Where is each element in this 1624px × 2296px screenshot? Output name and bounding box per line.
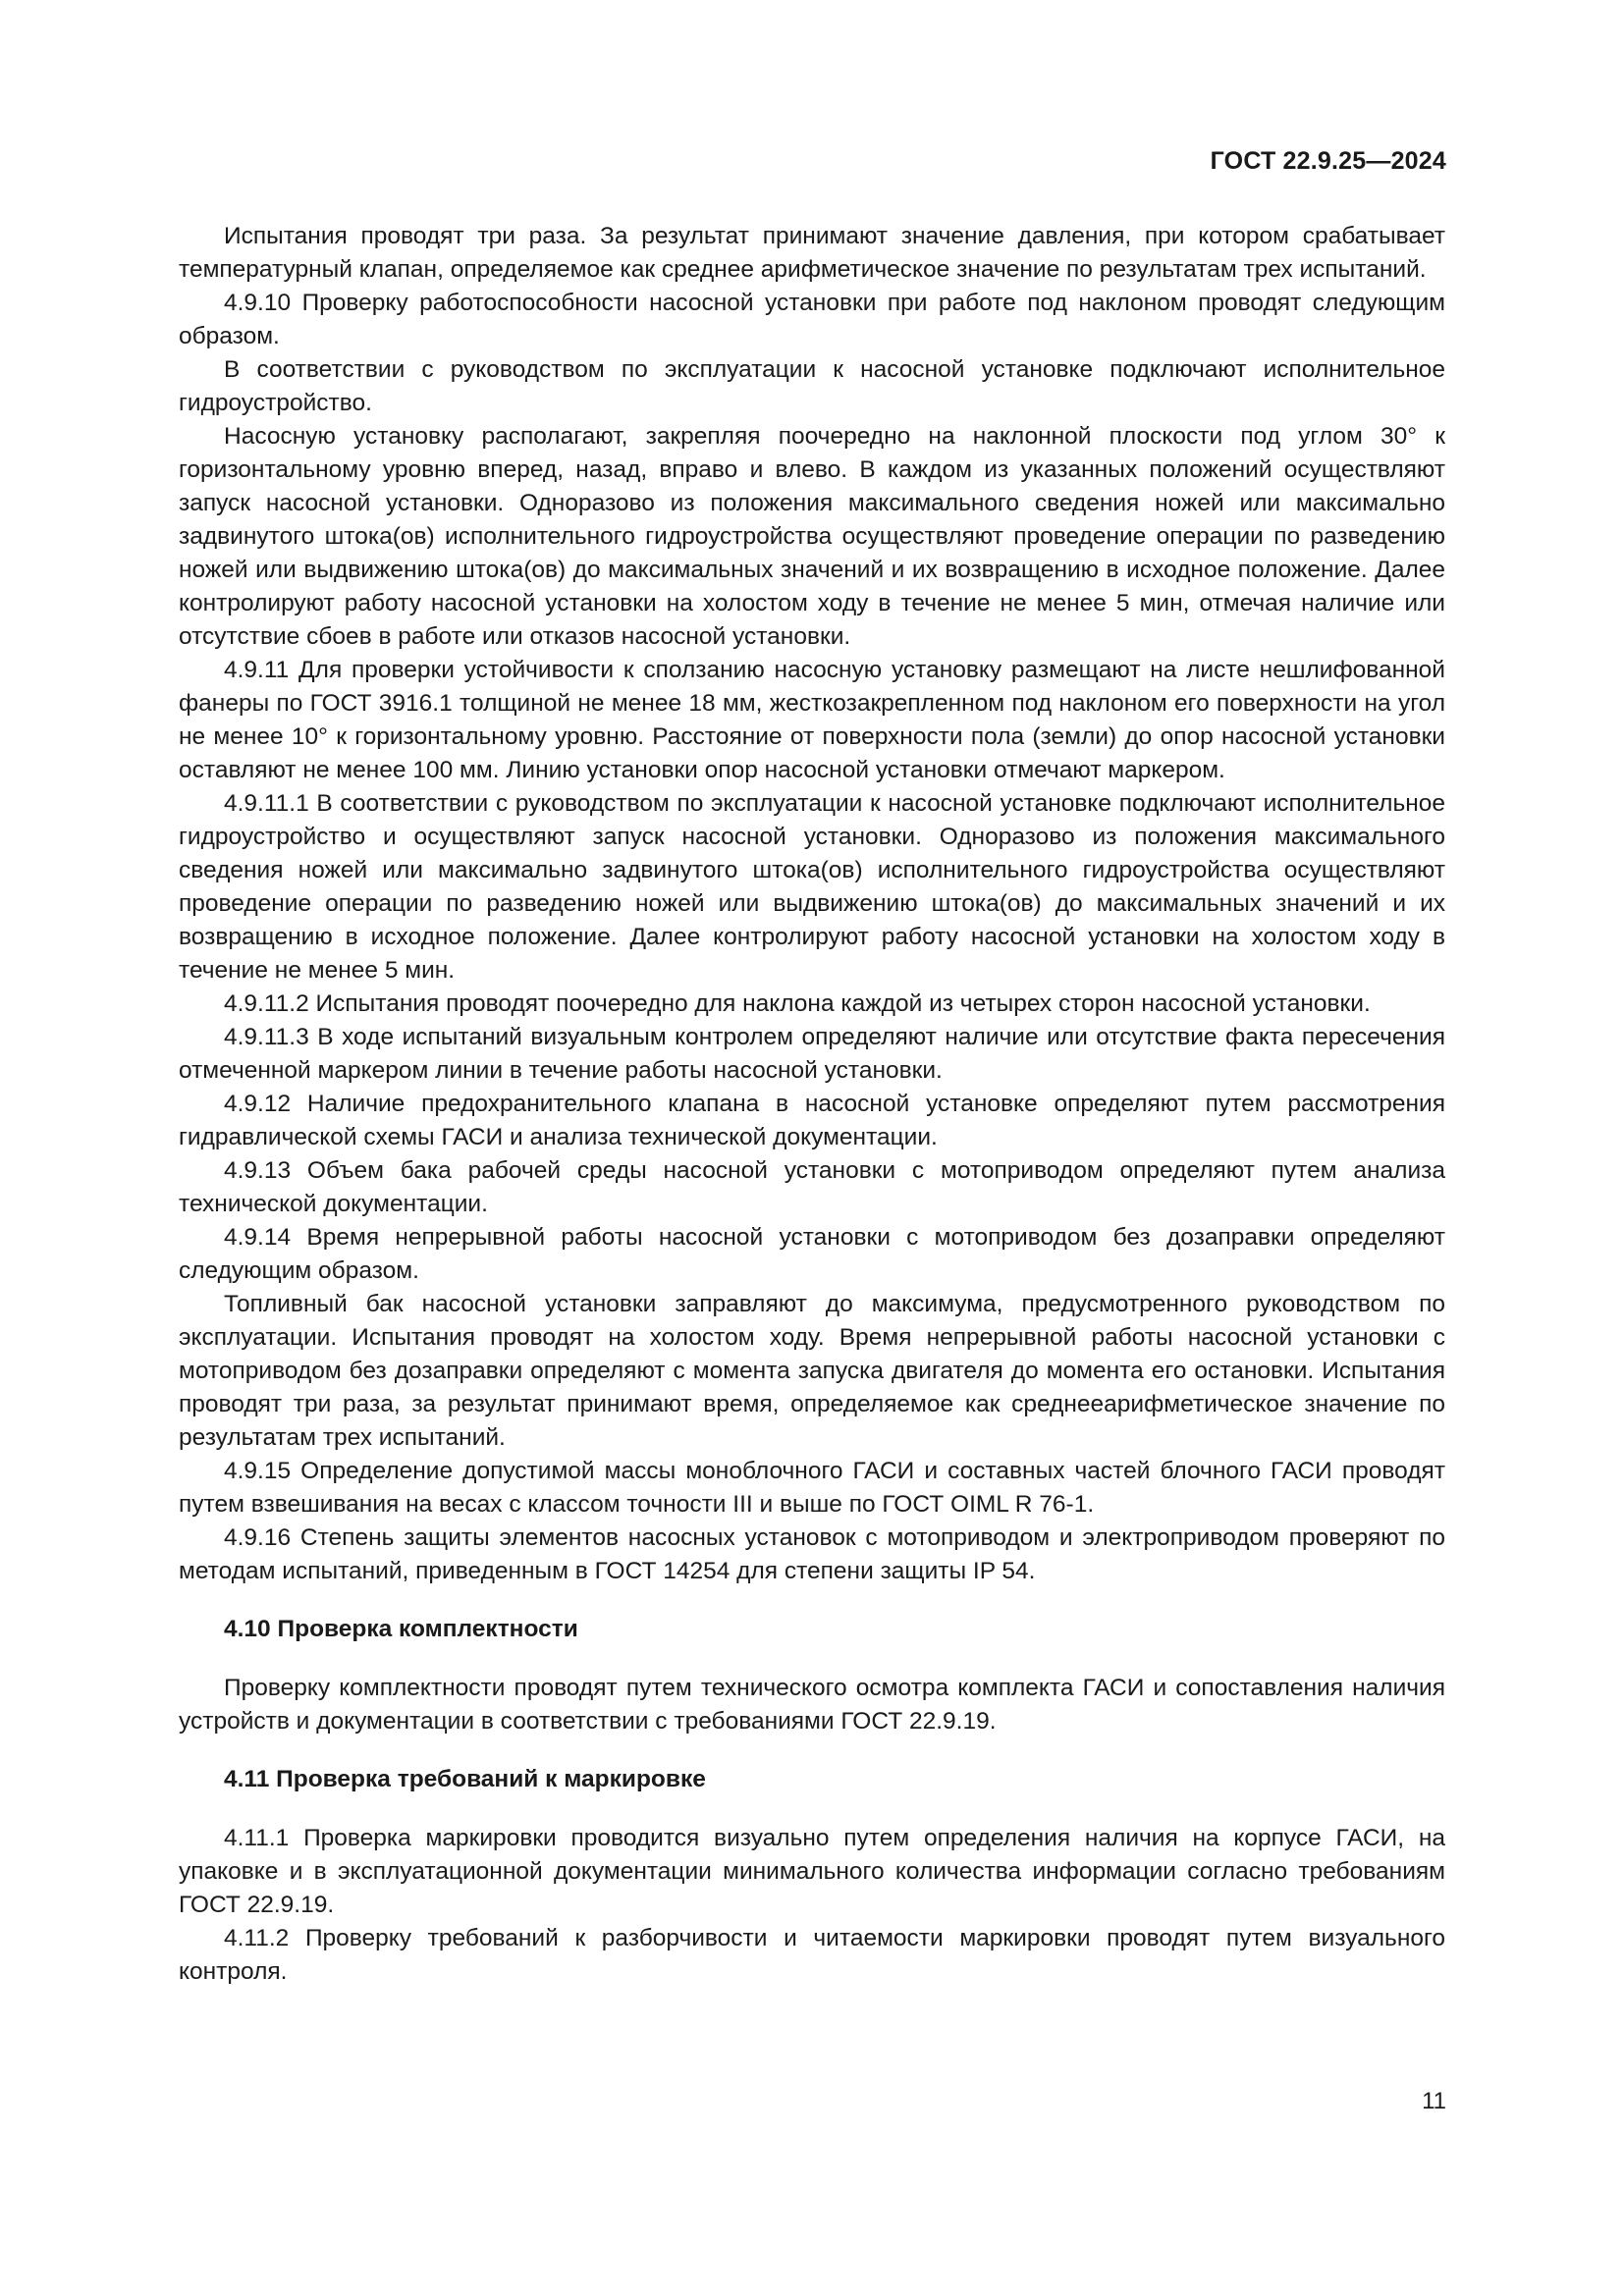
- paragraph: Топливный бак насосной установки заправляют до максимума, предусмотренного руководством по эксплуатации. Испытания проводят на холостом ходу. Время непрерывной работы насосной установки с мотоприводом без дозаправки определяют с момента запуска двигателя до момента его остановки. Испытания проводят три раза, за результат принимают время, определяемое как среднееарифметическое значение по результатам трех испытаний.: [179, 1291, 1445, 1451]
- paragraph: В соответствии с руководством по эксплуатации к насосной установке подключают исполнительное гидроустройство.: [179, 356, 1445, 416]
- page-number: 11: [1422, 2088, 1446, 2114]
- section-heading-4-11: 4.11 Проверка требований к маркировке: [224, 1766, 706, 1792]
- paragraph: Насосную установку располагают, закрепляя поочередно на наклонной плоскости под углом 30° к горизонтальному уровню вперед, назад, вправо и влево. В каждом из указанных положений осуществляют запуск насосной установки. Одноразово из положения максимального сведения ножей или максимально задвинутого штока(ов) исполнительного гидроустройства осуществляют проведение операции по разведению ножей или выдвижению штока(ов) до максимальных значений и их возвращению в исходное положение. Далее контролируют работу насосной установки на холостом ходу в течение не менее 5 мин, отмечая наличие или отсутствие сбоев в работе или отказов насосной установки.: [179, 423, 1445, 650]
- paragraph-4-9-13: 4.9.13 Объем бака рабочей среды насосной установки с мотоприводом определяют путем анализа технической документации.: [179, 1157, 1445, 1217]
- paragraph: Проверку комплектности проводят путем технического осмотра комплекта ГАСИ и сопоставления наличия устройств и документации в соответствии с требованиями ГОСТ 22.9.19.: [179, 1675, 1445, 1735]
- paragraph-4-9-11-1: 4.9.11.1 В соответствии с руководством по эксплуатации к насосной установке подключают исполнительное гидроустройство и осуществляют запуск насосной установки. Одноразово из положения максимального сведения ножей или максимально задвинутого штока(ов) исполнительного гидроустройства осуществляют проведение операции по разведению ножей или выдвижению штока(ов) до максимальных значений и их возвращению в исходное положение. Далее контролируют работу насосной установки на холостом ходу в течение не менее 5 мин.: [179, 790, 1445, 984]
- paragraph: Испытания проводят три раза. За результат принимают значение давления, при котором срабатывает температурный клапан, определяемое как среднее арифметическое значение по результатам трех испытаний.: [179, 223, 1445, 283]
- paragraph-4-9-11: 4.9.11 Для проверки устойчивости к сползанию насосную установку размещают на листе нешлифованной фанеры по ГОСТ 3916.1 толщиной не менее 18 мм, жесткозакрепленном под наклоном его поверхности на угол не менее 10° к горизонтальному уровню. Расстояние от поверхности пола (земли) до опор насосной установки оставляют не менее 100 мм. Линию установки опор насосной установки отмечают маркером.: [179, 657, 1445, 783]
- paragraph-4-11-1: 4.11.1 Проверка маркировки проводится визуально путем определения наличия на корпусе ГАСИ, на упаковке и в эксплуатационной документации минимального количества информации согласно требованиям ГОСТ 22.9.19.: [179, 1825, 1445, 1918]
- paragraph-4-9-11-3: 4.9.11.3 В ходе испытаний визуальным контролем определяют наличие или отсутствие факта пересечения отмеченной маркером линии в течение работы насосной установки.: [179, 1024, 1445, 1084]
- paragraph-4-11-2: 4.11.2 Проверку требований к разборчивости и читаемости маркировки проводят путем визуального контроля.: [179, 1925, 1445, 1985]
- paragraph-4-9-11-2: 4.9.11.2 Испытания проводят поочередно для наклона каждой из четырех сторон насосной установки.: [224, 990, 1371, 1017]
- document-code-header: ГОСТ 22.9.25—2024: [1210, 147, 1446, 175]
- paragraph-4-9-10: 4.9.10 Проверку работоспособности насосной установки при работе под наклоном проводят следующим образом.: [179, 290, 1445, 349]
- paragraph-4-9-14: 4.9.14 Время непрерывной работы насосной установки с мотоприводом без дозаправки определяют следующим образом.: [179, 1224, 1445, 1284]
- paragraph-4-9-15: 4.9.15 Определение допустимой массы моноблочного ГАСИ и составных частей блочного ГАСИ проводят путем взвешивания на весах с классом точности III и выше по ГОСТ OIML R 76-1.: [179, 1458, 1445, 1518]
- paragraph-4-9-12: 4.9.12 Наличие предохранительного клапана в насосной установке определяют путем рассмотрения гидравлической схемы ГАСИ и анализа технической документации.: [179, 1091, 1445, 1150]
- document-body: [179, 220, 1445, 1989]
- section-heading-4-10: 4.10 Проверка комплектности: [224, 1616, 578, 1642]
- paragraph-4-9-16: 4.9.16 Степень защиты элементов насосных установок с мотоприводом и электроприводом проверяют по методам испытаний, приведенным в ГОСТ 14254 для степени защиты IP 54.: [179, 1524, 1445, 1584]
